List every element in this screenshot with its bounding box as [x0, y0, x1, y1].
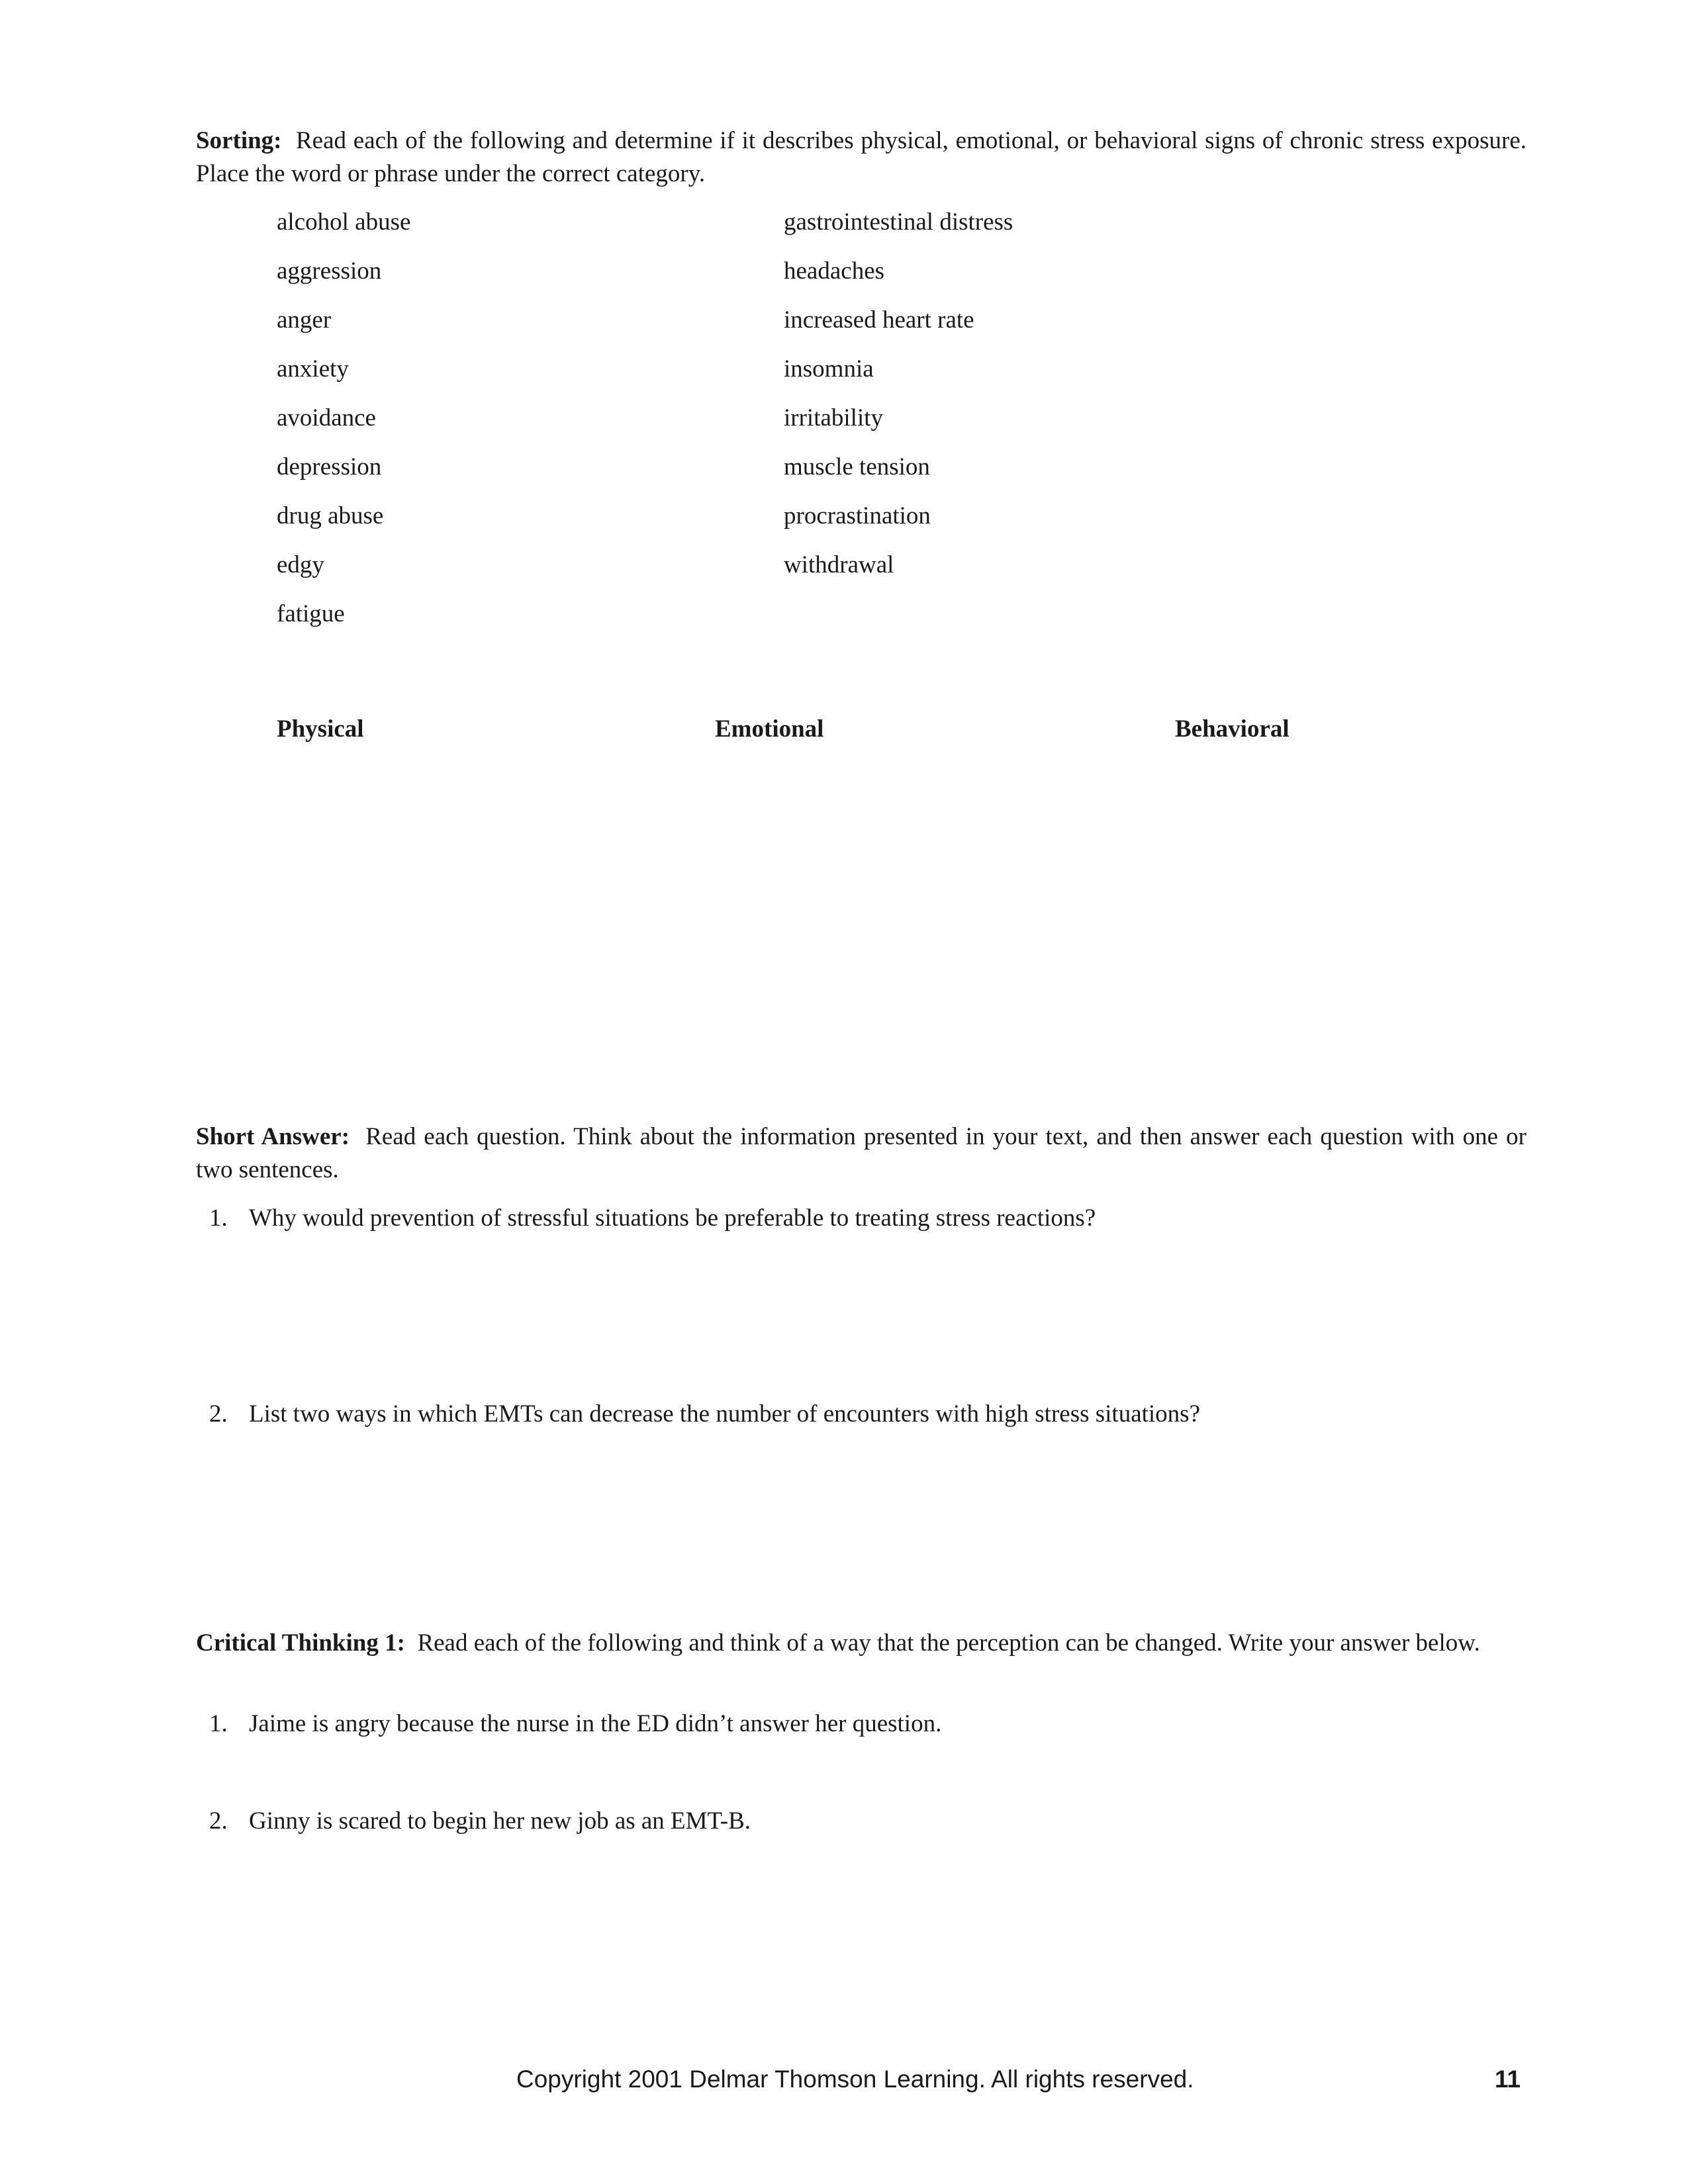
- question-number: 2.: [209, 1400, 228, 1428]
- short-answer-instructions-text: Read each question. Think about the information presented in your text, and then answer each question with one or two sentences.: [196, 1123, 1526, 1183]
- word-item: increased heart rate: [784, 306, 974, 334]
- short-answer-label: Short Answer:: [196, 1123, 350, 1150]
- critical-thinking-instructions-text: Read each of the following and think of a way that the perception can be changed. Write your answer below.: [417, 1629, 1480, 1657]
- word-item: gastrointestinal distress: [784, 208, 1013, 236]
- word-item: drug abuse: [277, 502, 384, 529]
- word-item: withdrawal: [784, 551, 894, 578]
- word-item: anxiety: [277, 355, 349, 383]
- word-item: aggression: [277, 257, 382, 285]
- word-item: insomnia: [784, 355, 874, 383]
- category-physical: Physical: [277, 715, 364, 743]
- item-text: Jaime is angry because the nurse in the ED didn’t answer her question.: [249, 1710, 942, 1737]
- short-answer-question-2: [209, 1398, 1200, 1431]
- question-number: 1.: [209, 1205, 228, 1232]
- word-item: procrastination: [784, 502, 931, 529]
- word-item: anger: [277, 306, 332, 334]
- sorting-instructions: [196, 124, 1526, 191]
- word-item: edgy: [277, 551, 324, 578]
- word-item: fatigue: [277, 600, 345, 627]
- copyright-footer: Copyright 2001 Delmar Thomson Learning. All rights reserved.: [516, 2066, 1194, 2093]
- word-item: alcohol abuse: [277, 208, 411, 236]
- category-behavioral: Behavioral: [1175, 715, 1289, 743]
- word-item: depression: [277, 453, 382, 480]
- critical-thinking-instructions: [196, 1627, 1526, 1660]
- item-number: 1.: [209, 1710, 228, 1737]
- sorting-instructions-text: Read each of the following and determine if it describes physical, emotional, or behavioral signs of chronic stress exposure. Place the word or phrase under the correct category.: [196, 127, 1526, 187]
- short-answer-instructions: [196, 1120, 1526, 1187]
- critical-thinking-label: Critical Thinking 1:: [196, 1629, 405, 1657]
- question-text: Why would prevention of stressful situations be preferable to treating stress reactions?: [249, 1205, 1096, 1232]
- word-item: headaches: [784, 257, 885, 285]
- word-item: irritability: [784, 404, 884, 432]
- critical-thinking-item-1: [209, 1707, 941, 1741]
- item-number: 2.: [209, 1807, 228, 1835]
- word-item: muscle tension: [784, 453, 930, 480]
- item-text: Ginny is scared to begin her new job as an EMT-B.: [249, 1807, 751, 1835]
- sorting-label: Sorting:: [196, 127, 282, 154]
- question-text: List two ways in which EMTs can decrease the number of encounters with high stress situations?: [249, 1400, 1201, 1428]
- word-item: avoidance: [277, 404, 376, 432]
- critical-thinking-item-2: [209, 1805, 751, 1838]
- page-number: 11: [1495, 2066, 1521, 2093]
- short-answer-question-1: [209, 1202, 1096, 1235]
- category-emotional: Emotional: [715, 715, 824, 743]
